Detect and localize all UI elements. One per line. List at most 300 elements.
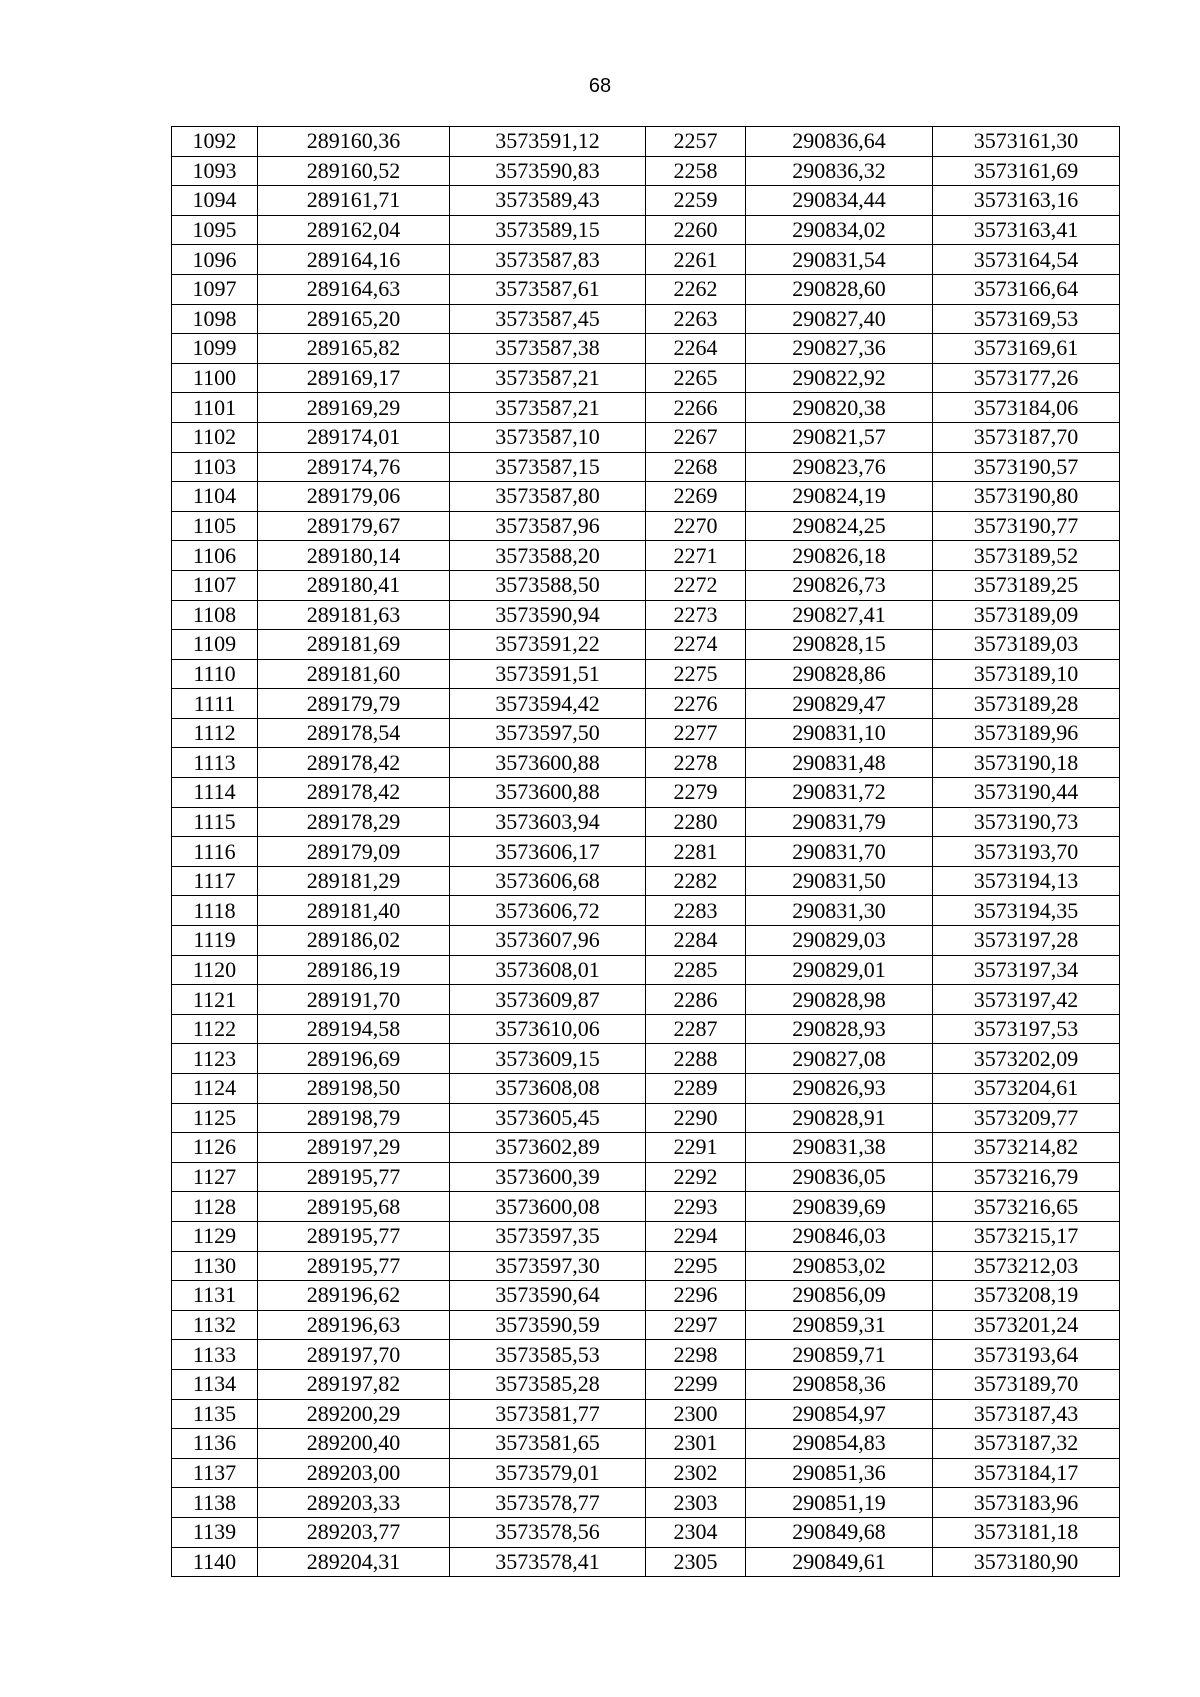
y-coordinate-cell: 3573197,34 xyxy=(933,955,1120,985)
point-number-cell: 2289 xyxy=(646,1074,746,1104)
y-coordinate-cell: 3573164,54 xyxy=(933,245,1120,275)
point-number-cell: 2305 xyxy=(646,1547,746,1577)
x-coordinate-cell: 289179,09 xyxy=(258,837,450,867)
table-row xyxy=(172,866,1120,896)
x-coordinate-cell: 290826,93 xyxy=(746,1074,933,1104)
table-row xyxy=(172,1221,1120,1251)
y-coordinate-cell: 3573590,83 xyxy=(450,156,646,186)
y-coordinate-cell: 3573606,68 xyxy=(450,866,646,896)
y-coordinate-cell: 3573579,01 xyxy=(450,1458,646,1488)
point-number-cell: 1134 xyxy=(172,1369,258,1399)
point-number-cell: 2271 xyxy=(646,541,746,571)
point-number-cell: 2279 xyxy=(646,778,746,808)
table-row xyxy=(172,1547,1120,1577)
point-number-cell: 1114 xyxy=(172,778,258,808)
point-number-cell: 1130 xyxy=(172,1251,258,1281)
x-coordinate-cell: 290831,30 xyxy=(746,896,933,926)
x-coordinate-cell: 290827,36 xyxy=(746,334,933,364)
y-coordinate-cell: 3573609,15 xyxy=(450,1044,646,1074)
table-row xyxy=(172,1340,1120,1370)
y-coordinate-cell: 3573608,08 xyxy=(450,1074,646,1104)
x-coordinate-cell: 289203,00 xyxy=(258,1458,450,1488)
y-coordinate-cell: 3573184,17 xyxy=(933,1458,1120,1488)
point-number-cell: 1117 xyxy=(172,866,258,896)
table-row xyxy=(172,363,1120,393)
table-row xyxy=(172,1103,1120,1133)
point-number-cell: 2259 xyxy=(646,186,746,216)
y-coordinate-cell: 3573216,79 xyxy=(933,1162,1120,1192)
y-coordinate-cell: 3573591,51 xyxy=(450,659,646,689)
x-coordinate-cell: 290820,38 xyxy=(746,393,933,423)
x-coordinate-cell: 289198,50 xyxy=(258,1074,450,1104)
point-number-cell: 1100 xyxy=(172,363,258,393)
y-coordinate-cell: 3573587,45 xyxy=(450,304,646,334)
point-number-cell: 2300 xyxy=(646,1399,746,1429)
x-coordinate-cell: 290827,41 xyxy=(746,600,933,630)
table-row xyxy=(172,393,1120,423)
point-number-cell: 2292 xyxy=(646,1162,746,1192)
table-row xyxy=(172,1517,1120,1547)
table-row xyxy=(172,511,1120,541)
y-coordinate-cell: 3573197,53 xyxy=(933,1014,1120,1044)
y-coordinate-cell: 3573189,03 xyxy=(933,630,1120,660)
x-coordinate-cell: 289195,68 xyxy=(258,1192,450,1222)
y-coordinate-cell: 3573193,64 xyxy=(933,1340,1120,1370)
point-number-cell: 1126 xyxy=(172,1133,258,1163)
point-number-cell: 2304 xyxy=(646,1517,746,1547)
table-row xyxy=(172,778,1120,808)
table-row xyxy=(172,1399,1120,1429)
table-row xyxy=(172,245,1120,275)
x-coordinate-cell: 290849,68 xyxy=(746,1517,933,1547)
y-coordinate-cell: 3573194,35 xyxy=(933,896,1120,926)
point-number-cell: 2257 xyxy=(646,127,746,157)
y-coordinate-cell: 3573587,21 xyxy=(450,393,646,423)
point-number-cell: 1138 xyxy=(172,1488,258,1518)
table-row xyxy=(172,1074,1120,1104)
y-coordinate-cell: 3573600,39 xyxy=(450,1162,646,1192)
point-number-cell: 2265 xyxy=(646,363,746,393)
point-number-cell: 1111 xyxy=(172,689,258,719)
point-number-cell: 1133 xyxy=(172,1340,258,1370)
y-coordinate-cell: 3573588,50 xyxy=(450,570,646,600)
point-number-cell: 1101 xyxy=(172,393,258,423)
x-coordinate-cell: 289179,67 xyxy=(258,511,450,541)
point-number-cell: 2275 xyxy=(646,659,746,689)
y-coordinate-cell: 3573589,43 xyxy=(450,186,646,216)
point-number-cell: 1099 xyxy=(172,334,258,364)
y-coordinate-cell: 3573197,28 xyxy=(933,926,1120,956)
point-number-cell: 2301 xyxy=(646,1429,746,1459)
x-coordinate-cell: 290849,61 xyxy=(746,1547,933,1577)
y-coordinate-cell: 3573193,70 xyxy=(933,837,1120,867)
point-number-cell: 1119 xyxy=(172,926,258,956)
y-coordinate-cell: 3573605,45 xyxy=(450,1103,646,1133)
table-row xyxy=(172,1488,1120,1518)
table-row xyxy=(172,1133,1120,1163)
x-coordinate-cell: 289196,62 xyxy=(258,1281,450,1311)
x-coordinate-cell: 290826,18 xyxy=(746,541,933,571)
y-coordinate-cell: 3573163,16 xyxy=(933,186,1120,216)
x-coordinate-cell: 290824,25 xyxy=(746,511,933,541)
x-coordinate-cell: 289204,31 xyxy=(258,1547,450,1577)
point-number-cell: 1107 xyxy=(172,570,258,600)
y-coordinate-cell: 3573581,77 xyxy=(450,1399,646,1429)
x-coordinate-cell: 289197,82 xyxy=(258,1369,450,1399)
point-number-cell: 2290 xyxy=(646,1103,746,1133)
y-coordinate-cell: 3573597,30 xyxy=(450,1251,646,1281)
table-row xyxy=(172,334,1120,364)
y-coordinate-cell: 3573594,42 xyxy=(450,689,646,719)
point-number-cell: 2278 xyxy=(646,748,746,778)
table-row xyxy=(172,1044,1120,1074)
x-coordinate-cell: 289178,54 xyxy=(258,718,450,748)
table-row xyxy=(172,718,1120,748)
point-number-cell: 2288 xyxy=(646,1044,746,1074)
x-coordinate-cell: 290829,01 xyxy=(746,955,933,985)
y-coordinate-cell: 3573600,88 xyxy=(450,778,646,808)
x-coordinate-cell: 290823,76 xyxy=(746,452,933,482)
x-coordinate-cell: 290859,71 xyxy=(746,1340,933,1370)
y-coordinate-cell: 3573591,12 xyxy=(450,127,646,157)
x-coordinate-cell: 289181,60 xyxy=(258,659,450,689)
y-coordinate-cell: 3573602,89 xyxy=(450,1133,646,1163)
x-coordinate-cell: 289203,33 xyxy=(258,1488,450,1518)
point-number-cell: 2297 xyxy=(646,1310,746,1340)
x-coordinate-cell: 290828,98 xyxy=(746,985,933,1015)
point-number-cell: 2287 xyxy=(646,1014,746,1044)
table-row xyxy=(172,807,1120,837)
y-coordinate-cell: 3573166,64 xyxy=(933,274,1120,304)
x-coordinate-cell: 290858,36 xyxy=(746,1369,933,1399)
y-coordinate-cell: 3573197,42 xyxy=(933,985,1120,1015)
point-number-cell: 1139 xyxy=(172,1517,258,1547)
y-coordinate-cell: 3573610,06 xyxy=(450,1014,646,1044)
point-number-cell: 1129 xyxy=(172,1221,258,1251)
x-coordinate-cell: 290828,93 xyxy=(746,1014,933,1044)
y-coordinate-cell: 3573189,09 xyxy=(933,600,1120,630)
y-coordinate-cell: 3573609,87 xyxy=(450,985,646,1015)
coordinates-table xyxy=(171,126,1120,1577)
point-number-cell: 1131 xyxy=(172,1281,258,1311)
point-number-cell: 2258 xyxy=(646,156,746,186)
table-row xyxy=(172,1281,1120,1311)
point-number-cell: 1137 xyxy=(172,1458,258,1488)
x-coordinate-cell: 290821,57 xyxy=(746,422,933,452)
y-coordinate-cell: 3573190,80 xyxy=(933,482,1120,512)
x-coordinate-cell: 289164,63 xyxy=(258,274,450,304)
point-number-cell: 2280 xyxy=(646,807,746,837)
x-coordinate-cell: 290827,08 xyxy=(746,1044,933,1074)
x-coordinate-cell: 290856,09 xyxy=(746,1281,933,1311)
y-coordinate-cell: 3573581,65 xyxy=(450,1429,646,1459)
x-coordinate-cell: 289160,36 xyxy=(258,127,450,157)
table-row xyxy=(172,1429,1120,1459)
x-coordinate-cell: 290824,19 xyxy=(746,482,933,512)
table-row xyxy=(172,689,1120,719)
y-coordinate-cell: 3573183,96 xyxy=(933,1488,1120,1518)
y-coordinate-cell: 3573180,90 xyxy=(933,1547,1120,1577)
x-coordinate-cell: 289181,63 xyxy=(258,600,450,630)
table-row xyxy=(172,985,1120,1015)
table-row xyxy=(172,452,1120,482)
table-row xyxy=(172,955,1120,985)
y-coordinate-cell: 3573578,77 xyxy=(450,1488,646,1518)
x-coordinate-cell: 290834,44 xyxy=(746,186,933,216)
x-coordinate-cell: 290854,97 xyxy=(746,1399,933,1429)
x-coordinate-cell: 290853,02 xyxy=(746,1251,933,1281)
point-number-cell: 1104 xyxy=(172,482,258,512)
x-coordinate-cell: 290829,03 xyxy=(746,926,933,956)
y-coordinate-cell: 3573161,30 xyxy=(933,127,1120,157)
point-number-cell: 1093 xyxy=(172,156,258,186)
point-number-cell: 1123 xyxy=(172,1044,258,1074)
point-number-cell: 1122 xyxy=(172,1014,258,1044)
y-coordinate-cell: 3573587,80 xyxy=(450,482,646,512)
y-coordinate-cell: 3573184,06 xyxy=(933,393,1120,423)
table-row xyxy=(172,541,1120,571)
table-row xyxy=(172,1369,1120,1399)
point-number-cell: 2286 xyxy=(646,985,746,1015)
x-coordinate-cell: 289179,79 xyxy=(258,689,450,719)
y-coordinate-cell: 3573214,82 xyxy=(933,1133,1120,1163)
x-coordinate-cell: 290831,48 xyxy=(746,748,933,778)
y-coordinate-cell: 3573189,10 xyxy=(933,659,1120,689)
y-coordinate-cell: 3573591,22 xyxy=(450,630,646,660)
point-number-cell: 1120 xyxy=(172,955,258,985)
y-coordinate-cell: 3573169,61 xyxy=(933,334,1120,364)
x-coordinate-cell: 289196,63 xyxy=(258,1310,450,1340)
point-number-cell: 2295 xyxy=(646,1251,746,1281)
point-number-cell: 1116 xyxy=(172,837,258,867)
point-number-cell: 1125 xyxy=(172,1103,258,1133)
y-coordinate-cell: 3573190,73 xyxy=(933,807,1120,837)
x-coordinate-cell: 289186,02 xyxy=(258,926,450,956)
y-coordinate-cell: 3573607,96 xyxy=(450,926,646,956)
point-number-cell: 2296 xyxy=(646,1281,746,1311)
point-number-cell: 1097 xyxy=(172,274,258,304)
point-number-cell: 1103 xyxy=(172,452,258,482)
point-number-cell: 2283 xyxy=(646,896,746,926)
x-coordinate-cell: 289181,29 xyxy=(258,866,450,896)
point-number-cell: 1115 xyxy=(172,807,258,837)
page-number: 68 xyxy=(588,75,612,97)
x-coordinate-cell: 290851,19 xyxy=(746,1488,933,1518)
table-row xyxy=(172,1251,1120,1281)
point-number-cell: 2272 xyxy=(646,570,746,600)
x-coordinate-cell: 289178,42 xyxy=(258,778,450,808)
x-coordinate-cell: 289200,40 xyxy=(258,1429,450,1459)
point-number-cell: 2269 xyxy=(646,482,746,512)
point-number-cell: 1127 xyxy=(172,1162,258,1192)
table-row xyxy=(172,748,1120,778)
y-coordinate-cell: 3573190,57 xyxy=(933,452,1120,482)
point-number-cell: 2267 xyxy=(646,422,746,452)
x-coordinate-cell: 289195,77 xyxy=(258,1251,450,1281)
y-coordinate-cell: 3573590,94 xyxy=(450,600,646,630)
table-row xyxy=(172,600,1120,630)
point-number-cell: 1121 xyxy=(172,985,258,1015)
x-coordinate-cell: 289200,29 xyxy=(258,1399,450,1429)
y-coordinate-cell: 3573189,52 xyxy=(933,541,1120,571)
x-coordinate-cell: 289180,14 xyxy=(258,541,450,571)
point-number-cell: 1106 xyxy=(172,541,258,571)
point-number-cell: 2260 xyxy=(646,215,746,245)
point-number-cell: 2285 xyxy=(646,955,746,985)
point-number-cell: 2264 xyxy=(646,334,746,364)
table-row xyxy=(172,156,1120,186)
y-coordinate-cell: 3573578,56 xyxy=(450,1517,646,1547)
x-coordinate-cell: 290828,60 xyxy=(746,274,933,304)
x-coordinate-cell: 290828,86 xyxy=(746,659,933,689)
x-coordinate-cell: 289178,42 xyxy=(258,748,450,778)
y-coordinate-cell: 3573590,64 xyxy=(450,1281,646,1311)
x-coordinate-cell: 290827,40 xyxy=(746,304,933,334)
table-row xyxy=(172,659,1120,689)
point-number-cell: 2282 xyxy=(646,866,746,896)
x-coordinate-cell: 290859,31 xyxy=(746,1310,933,1340)
y-coordinate-cell: 3573208,19 xyxy=(933,1281,1120,1311)
x-coordinate-cell: 290831,10 xyxy=(746,718,933,748)
point-number-cell: 2291 xyxy=(646,1133,746,1163)
table-row xyxy=(172,1310,1120,1340)
x-coordinate-cell: 290854,83 xyxy=(746,1429,933,1459)
x-coordinate-cell: 289179,06 xyxy=(258,482,450,512)
y-coordinate-cell: 3573181,18 xyxy=(933,1517,1120,1547)
x-coordinate-cell: 289195,77 xyxy=(258,1221,450,1251)
point-number-cell: 2273 xyxy=(646,600,746,630)
x-coordinate-cell: 289195,77 xyxy=(258,1162,450,1192)
y-coordinate-cell: 3573187,43 xyxy=(933,1399,1120,1429)
y-coordinate-cell: 3573603,94 xyxy=(450,807,646,837)
point-number-cell: 1109 xyxy=(172,630,258,660)
y-coordinate-cell: 3573597,50 xyxy=(450,718,646,748)
x-coordinate-cell: 289178,29 xyxy=(258,807,450,837)
x-coordinate-cell: 289191,70 xyxy=(258,985,450,1015)
y-coordinate-cell: 3573588,20 xyxy=(450,541,646,571)
y-coordinate-cell: 3573169,53 xyxy=(933,304,1120,334)
point-number-cell: 1096 xyxy=(172,245,258,275)
point-number-cell: 2303 xyxy=(646,1488,746,1518)
y-coordinate-cell: 3573189,28 xyxy=(933,689,1120,719)
y-coordinate-cell: 3573606,72 xyxy=(450,896,646,926)
x-coordinate-cell: 289198,79 xyxy=(258,1103,450,1133)
y-coordinate-cell: 3573590,59 xyxy=(450,1310,646,1340)
y-coordinate-cell: 3573587,83 xyxy=(450,245,646,275)
y-coordinate-cell: 3573194,13 xyxy=(933,866,1120,896)
y-coordinate-cell: 3573189,25 xyxy=(933,570,1120,600)
x-coordinate-cell: 289180,41 xyxy=(258,570,450,600)
y-coordinate-cell: 3573597,35 xyxy=(450,1221,646,1251)
x-coordinate-cell: 290839,69 xyxy=(746,1192,933,1222)
x-coordinate-cell: 289165,82 xyxy=(258,334,450,364)
x-coordinate-cell: 289169,29 xyxy=(258,393,450,423)
x-coordinate-cell: 289186,19 xyxy=(258,955,450,985)
x-coordinate-cell: 290831,70 xyxy=(746,837,933,867)
point-number-cell: 1112 xyxy=(172,718,258,748)
point-number-cell: 1092 xyxy=(172,127,258,157)
x-coordinate-cell: 289181,40 xyxy=(258,896,450,926)
y-coordinate-cell: 3573215,17 xyxy=(933,1221,1120,1251)
table-row xyxy=(172,837,1120,867)
y-coordinate-cell: 3573202,09 xyxy=(933,1044,1120,1074)
point-number-cell: 1094 xyxy=(172,186,258,216)
y-coordinate-cell: 3573177,26 xyxy=(933,363,1120,393)
x-coordinate-cell: 289174,76 xyxy=(258,452,450,482)
y-coordinate-cell: 3573585,53 xyxy=(450,1340,646,1370)
x-coordinate-cell: 289181,69 xyxy=(258,630,450,660)
x-coordinate-cell: 290834,02 xyxy=(746,215,933,245)
y-coordinate-cell: 3573600,08 xyxy=(450,1192,646,1222)
x-coordinate-cell: 290836,32 xyxy=(746,156,933,186)
y-coordinate-cell: 3573190,18 xyxy=(933,748,1120,778)
point-number-cell: 1136 xyxy=(172,1429,258,1459)
point-number-cell: 1132 xyxy=(172,1310,258,1340)
table-row xyxy=(172,630,1120,660)
point-number-cell: 1140 xyxy=(172,1547,258,1577)
table-row xyxy=(172,127,1120,157)
point-number-cell: 1135 xyxy=(172,1399,258,1429)
y-coordinate-cell: 3573589,15 xyxy=(450,215,646,245)
x-coordinate-cell: 290831,72 xyxy=(746,778,933,808)
y-coordinate-cell: 3573587,10 xyxy=(450,422,646,452)
table-row xyxy=(172,1014,1120,1044)
point-number-cell: 2298 xyxy=(646,1340,746,1370)
y-coordinate-cell: 3573212,03 xyxy=(933,1251,1120,1281)
x-coordinate-cell: 289162,04 xyxy=(258,215,450,245)
y-coordinate-cell: 3573161,69 xyxy=(933,156,1120,186)
table-row xyxy=(172,1192,1120,1222)
x-coordinate-cell: 290828,91 xyxy=(746,1103,933,1133)
x-coordinate-cell: 290831,38 xyxy=(746,1133,933,1163)
y-coordinate-cell: 3573204,61 xyxy=(933,1074,1120,1104)
y-coordinate-cell: 3573187,70 xyxy=(933,422,1120,452)
point-number-cell: 1113 xyxy=(172,748,258,778)
y-coordinate-cell: 3573608,01 xyxy=(450,955,646,985)
x-coordinate-cell: 290828,15 xyxy=(746,630,933,660)
y-coordinate-cell: 3573587,21 xyxy=(450,363,646,393)
point-number-cell: 2276 xyxy=(646,689,746,719)
y-coordinate-cell: 3573209,77 xyxy=(933,1103,1120,1133)
x-coordinate-cell: 289194,58 xyxy=(258,1014,450,1044)
y-coordinate-cell: 3573578,41 xyxy=(450,1547,646,1577)
y-coordinate-cell: 3573201,24 xyxy=(933,1310,1120,1340)
coordinates-table-body xyxy=(172,127,1120,1577)
point-number-cell: 2277 xyxy=(646,718,746,748)
y-coordinate-cell: 3573190,44 xyxy=(933,778,1120,808)
x-coordinate-cell: 290831,79 xyxy=(746,807,933,837)
x-coordinate-cell: 290829,47 xyxy=(746,689,933,719)
x-coordinate-cell: 290836,05 xyxy=(746,1162,933,1192)
point-number-cell: 2294 xyxy=(646,1221,746,1251)
x-coordinate-cell: 290836,64 xyxy=(746,127,933,157)
y-coordinate-cell: 3573587,15 xyxy=(450,452,646,482)
x-coordinate-cell: 289164,16 xyxy=(258,245,450,275)
x-coordinate-cell: 289197,70 xyxy=(258,1340,450,1370)
point-number-cell: 2299 xyxy=(646,1369,746,1399)
table-row xyxy=(172,926,1120,956)
x-coordinate-cell: 290851,36 xyxy=(746,1458,933,1488)
y-coordinate-cell: 3573587,96 xyxy=(450,511,646,541)
point-number-cell: 2266 xyxy=(646,393,746,423)
x-coordinate-cell: 289174,01 xyxy=(258,422,450,452)
point-number-cell: 1118 xyxy=(172,896,258,926)
table-row xyxy=(172,482,1120,512)
table-row xyxy=(172,186,1120,216)
point-number-cell: 2293 xyxy=(646,1192,746,1222)
point-number-cell: 1102 xyxy=(172,422,258,452)
x-coordinate-cell: 289161,71 xyxy=(258,186,450,216)
